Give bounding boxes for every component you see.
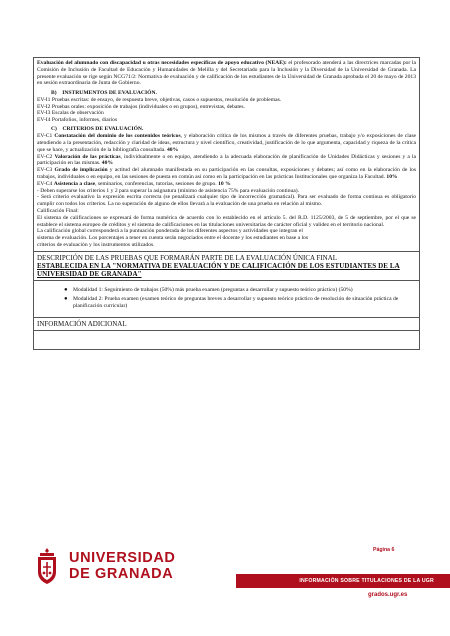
university-logo [32,546,176,586]
footer-band: INFORMACIÓN SOBRE TITULACIONES DE LA UGR [236,574,450,588]
instrument-item: EV-I4 Portafolios, informes, diarios [37,116,118,123]
logo-wordmark: UNIVERSIDAD DE GRANADA [69,550,176,582]
criterion-c3: EV-C3 Grado de implicación y actitud del alumnado manifestada en su participación en las consultas, exposiciones y debates; así como en la elaboración de los trabajos, individuales o en equipo, en las sesiones de puesta en común así como en la participación en las prácticas Institucionales que organiza la Facultad. 10% [37,167,416,180]
modalities-list [37,283,416,315]
additional-content-box [34,331,419,349]
criterion-c1: EV-C1 Constatación del dominio de los contenidos teóricos, y elaboración crítica de los mismos a través de diferentes pruebas, trabajo y/o exposiciones de clase atendiendo a la presentación, redacción y claridad de ideas, estructura y nivel científico, creatividad, justificación de lo que argumenta, capacidad y riqueza de la crítica que se hace, y actualización de la bibliografía consultada. 40% [37,133,416,153]
final-grade-label: Calificación Final: [37,207,79,214]
criteria-note: El sistema de calificaciones se expresará de forma numérica de acuerdo con lo establecido en el artículo 5. del R.D. 1125/2003, de 5 de septiembre, por el que se establece el sistema europeo de créditos y el sistema de calificaciones en las titulaciones universitarias de carácter oficial y validez en el territorio nacional. [37,214,416,228]
instrument-item: EV-I3 Escalas de observación [37,110,104,117]
criterion-c4: EV-C4 Asistencia a clase, seminarios, conferencias, tutorías, sesiones de grupo. 10 % [37,180,231,187]
criteria-note: - Deben superarse los criterios 1 y 2 para superar la asignatura (mínimo de asistencia 75% para evaluación continua). [37,187,300,194]
criteria-note: - Será criterio evaluativo la expresión escrita correcta (se penalizará cualquier tipo de incorrección gramatical). Para ser evaluado de forma continua es obligatorio cumplir con todos los criterios. La no superación de alguno de ellos llevará a la evaluación de una prueba en relación al mismo. [37,194,416,208]
instrument-item: EV-I2 Pruebas orales: exposición de trabajos (individuales o en grupos), entrevistas, debates. [37,103,245,110]
crest-icon [32,546,62,586]
criteria-note: criterios de evaluación y los instrumentos utilizados. [37,241,155,248]
single-eval-heading: DESCRIPCIÓN DE LAS PRUEBAS QUE FORMARÁN PARTE DE LA EVALUACIÓN ÚNICA FINAL ESTABLECIDA EN LA "NORMATIVA DE EVALUACIÓN Y DE CALIFICACIÓN DE LOS ESTUDIANTES DE LA UNIVERSIDAD DE GRANADA" [37,253,400,279]
instrument-item: EV-I1 Pruebas escritas: de ensayo, de respuesta breve, objetivas, casos o supuestos, resolución de problemas. [37,96,282,103]
site-link[interactable]: grados.ugr.es [368,592,408,598]
page-number: Página 6 [373,547,395,553]
neae-lead: Evaluación del alumnado con discapacidad u otras necesidades específicas de apoyo educativo (NEAE): [37,60,287,66]
additional-heading-box [34,318,419,331]
additional-heading: INFORMACIÓN ADICIONAL [37,320,127,329]
list-item: ● Modalidad 1: Seguimiento de trabajos (50%) más prueba examen (preguntas a desarrollar y supuesto teórico práctico) (50%) [64,287,353,294]
criteria-note: sistema de evaluación. Los porcentajes a tener en cuenta serán negociados entre el docente y los estudiantes en base a los [37,235,309,242]
evaluation-box [34,58,419,252]
instruments-heading: B) INSTRUMENTOS DE EVALUACIÓN. [51,90,157,97]
neae-paragraph [37,60,416,87]
modalities-box [34,281,419,318]
neae-text: el profesorado atenderá a las directrices marcadas por la Comisión de Inclusión de Facultad de Educación y Humanidades de Melilla y del Secretariado para la Inclusión y la Diversidad de la Universidad de Granada. La presente evaluación se rige según NCG71/2: Normativa de evaluación y de calificación de los estudiantes de la Universidad de Granada aprobada el 20 de mayo de 2013 en sesión extraordinaria de Junta de Gobierno. [37,60,416,87]
criterion-c2: EV-C2 Valoración de las prácticas, individualmente o en equipo, atendiendo a la adecuada elaboración de planificación de Unidades Didácticas y sesiones y a la participación en las mismas. 40% [37,153,416,167]
bullet-icon: ● [64,295,68,302]
criteria-note: La calificación global corresponderá a la puntuación ponderada de los diferentes aspectos y actividades que integran el [37,228,303,235]
criteria-heading: C) CRITERIOS DE EVALUACIÓN. [51,126,144,133]
single-eval-heading-box [34,252,419,282]
guide-table [33,57,420,350]
list-item: ● Modalidad 2: Prueba examen (examen teórico de preguntas breves a desarrollar y supuesto teórico práctico de resolución de situación práctica de planificación curricular) [64,295,399,309]
page-footer [0,530,450,636]
bullet-icon: ● [64,287,68,294]
